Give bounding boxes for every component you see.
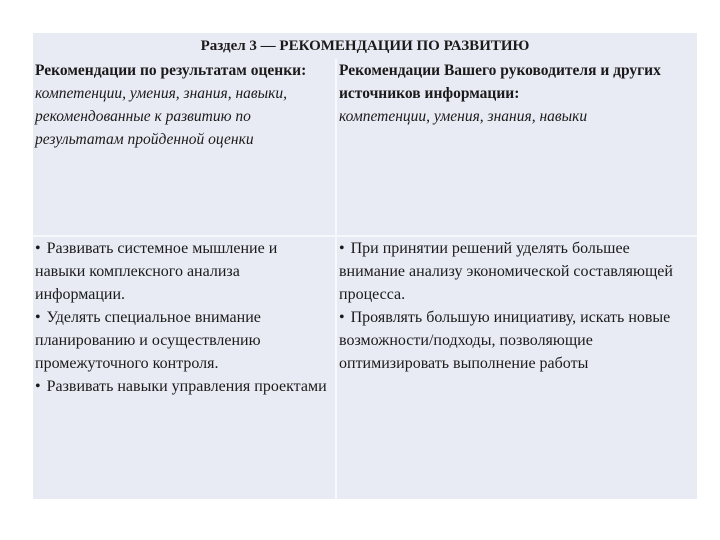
right-content-cell — [337, 237, 697, 499]
section-title: Раздел 3 — РЕКОМЕНДАЦИИ ПО РАЗВИТИЮ — [200, 38, 530, 54]
left-recommendations-list — [35, 237, 331, 398]
list-item-text: Уделять специальное внимание планированию и осуществлению промежуточного контроля. — [35, 309, 261, 372]
right-recommendations-list — [339, 237, 693, 375]
list-item-text: Проявлять большую инициативу, искать новые возможности/подходы, позволяющие оптимизировать выполнение работы — [339, 309, 671, 372]
bullet: • — [35, 378, 41, 395]
list-item — [35, 237, 331, 306]
bullet: • — [35, 240, 41, 257]
list-item-text: Развивать системное мышление и навыки комплексного анализа информации. — [35, 240, 278, 303]
list-item — [339, 237, 693, 306]
list-item — [35, 306, 331, 375]
right-subheading: компетенции, умения, знания, навыки — [339, 108, 588, 125]
left-subheading: компетенции, умения, знания, навыки, рекомендованные к развитию по результатам пройденной оценки — [35, 85, 287, 148]
bullet: • — [339, 240, 345, 257]
right-heading: Рекомендации Вашего руководителя и других источников информации: — [339, 62, 661, 102]
recommendations-table — [33, 33, 697, 499]
list-item — [339, 306, 693, 375]
list-item-text: Развивать навыки управления проектами — [46, 378, 327, 395]
left-content-cell — [33, 237, 335, 499]
left-heading: Рекомендации по результатам оценки: — [35, 62, 307, 79]
right-header-cell — [337, 59, 697, 235]
bullet: • — [35, 309, 41, 326]
list-item — [35, 375, 331, 398]
list-item-text: При принятии решений уделять большее внимание анализу экономической составляющей процесса. — [339, 240, 673, 303]
left-header-cell — [33, 59, 335, 235]
bullet: • — [339, 309, 345, 326]
